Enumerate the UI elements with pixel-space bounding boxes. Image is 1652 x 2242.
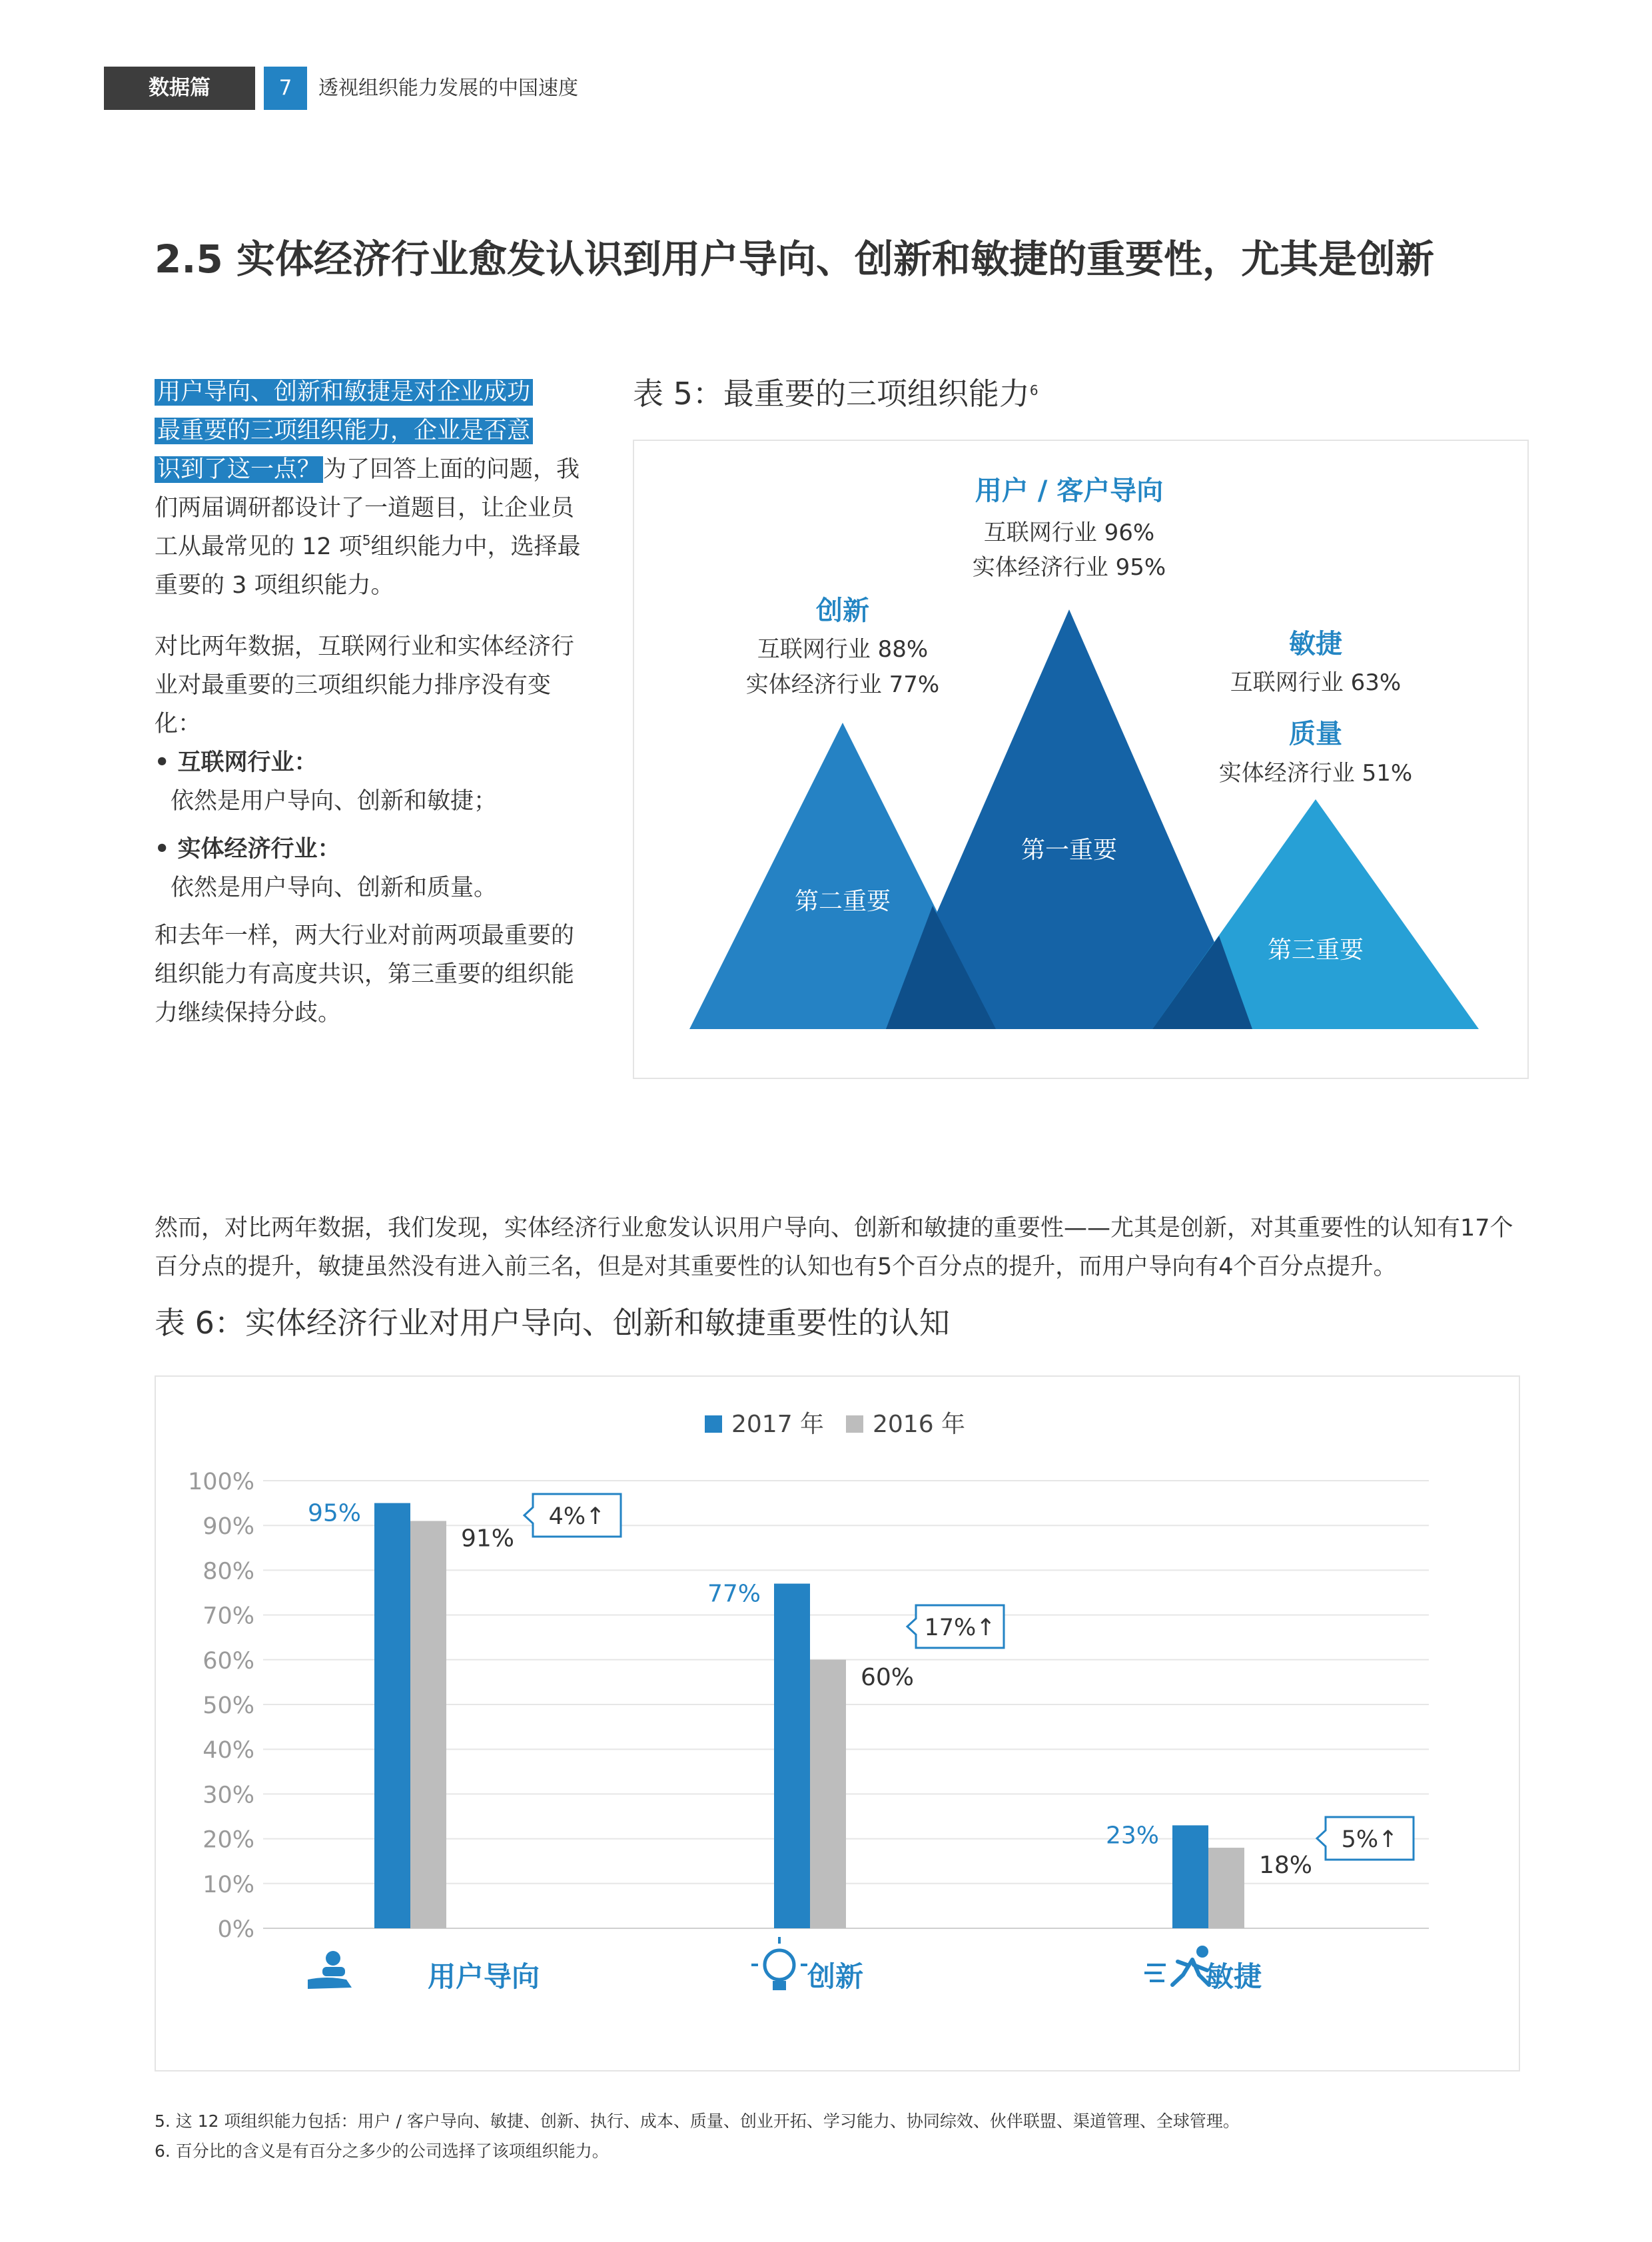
y-tick-label: 90%	[203, 1513, 254, 1541]
intro-paragraph-2: 对比两年数据，互联网行业和实体经济行业对最重要的三项组织能力排序没有变化：	[155, 633, 575, 737]
y-tick-label: 30%	[203, 1782, 254, 1809]
third-internet: 互联网行业 63%	[1230, 669, 1402, 696]
y-tick-label: 100%	[187, 1469, 254, 1495]
bullet-real-economy-text: 依然是用户导向、创新和质量。	[171, 875, 498, 901]
value-label-2016: 60%	[861, 1663, 915, 1691]
bar-2017	[1172, 1825, 1208, 1928]
user-service-icon-hand	[308, 1978, 352, 1989]
value-label-2017: 95%	[307, 1499, 361, 1527]
y-tick-label: 60%	[203, 1647, 254, 1675]
section-label: 数据篇	[104, 67, 255, 110]
legend-swatch	[846, 1415, 863, 1433]
legend-label: 2016 年	[873, 1411, 966, 1438]
change-label: 17%↑	[924, 1615, 996, 1641]
running-person-icon-body	[1172, 1960, 1209, 1985]
bullet-real-economy-title: • 实体经济行业：	[155, 836, 341, 863]
category-label: 敏捷	[1206, 1960, 1262, 1993]
second-category: 创新	[816, 595, 869, 626]
bullet-internet-text: 依然是用户导向、创新和敏捷；	[171, 788, 498, 815]
legend-label: 2017 年	[731, 1411, 825, 1438]
y-tick-label: 70%	[203, 1603, 254, 1630]
y-tick-label: 80%	[203, 1558, 254, 1585]
value-label-2016: 91%	[461, 1525, 515, 1553]
table5-title: 表 5：最重要的三项组织能力$^6$	[633, 376, 1038, 412]
rank-first: 第一重要	[1021, 837, 1117, 864]
y-tick-label: 40%	[203, 1737, 254, 1764]
first-category: 用户 / 客户导向	[975, 476, 1164, 506]
legend-swatch	[705, 1415, 722, 1433]
third-real-economy: 实体经济行业 51%	[1218, 760, 1413, 787]
footnote-5: 5. 这 12 项组织能力包括：用户 / 客户导向、敏捷、创新、执行、成本、质量、创业开拓、学习能力、协同综效、伙伴联盟、渠道管理、全球管理。	[155, 2111, 1240, 2131]
category-label: 创新	[807, 1960, 864, 1993]
user-service-icon	[326, 1951, 340, 1966]
value-label-2016: 18%	[1259, 1852, 1313, 1880]
bar-2017	[774, 1584, 810, 1928]
footnote-ref-5: 5	[362, 532, 371, 548]
first-real-economy: 实体经济行业 95%	[972, 554, 1166, 581]
bar-2017	[374, 1503, 410, 1928]
intro-p1-end: 组织能力中，选择最重要的 3 项组织能力。	[155, 534, 581, 599]
category-label: 用户导向	[428, 1960, 540, 1993]
header-subtitle: 透视组织能力发展的中国速度	[318, 77, 578, 100]
bar-2016	[1208, 1848, 1244, 1928]
footnote-ref-6: 6	[1029, 382, 1038, 398]
footnote-6: 6. 百分比的含义是有百分之多少的公司选择了该项组织能力。	[155, 2141, 609, 2161]
lightbulb-icon	[765, 1950, 794, 1980]
lightbulb-icon-base	[773, 1981, 786, 1990]
rank-second: 第二重要	[794, 888, 891, 915]
bar-2016	[810, 1660, 846, 1928]
rank-third: 第三重要	[1267, 936, 1364, 964]
first-internet: 互联网行业 96%	[983, 520, 1155, 546]
section-title: 2.5 实体经济行业愈发认识到用户导向、创新和敏捷的重要性，尤其是创新	[155, 236, 1434, 282]
intro-p1-text: 为了回答上面的问题，我们两届调研都设计了一道题目，让企业员工从最常见的 12 项	[155, 456, 580, 560]
value-label-2017: 23%	[1105, 1822, 1159, 1850]
table6-title: 表 6：实体经济行业对用户导向、创新和敏捷重要性的认知	[155, 1305, 950, 1341]
intro-paragraph-3: 和去年一样，两大行业对前两项最重要的组织能力有高度共识，第三重要的组织能力继续保持分歧。	[155, 923, 575, 1026]
value-label-2017: 77%	[707, 1580, 761, 1608]
page-number: 7	[264, 67, 307, 110]
y-tick-label: 10%	[203, 1871, 254, 1898]
body-paragraph: 然而，对比两年数据，我们发现，实体经济行业愈发认识用户导向、创新和敏捷的重要性——尤其是创新，对其重要性的认知有17个百分点的提升，敏捷虽然没有进入前三名，但是对其重要性的认知也有5个百分点的提升，而用户导向有4个百分点提升。	[155, 1215, 1513, 1280]
second-real-economy: 实体经济行业 77%	[745, 671, 940, 698]
second-internet: 互联网行业 88%	[757, 636, 929, 663]
user-service-icon-body	[322, 1967, 345, 1976]
y-tick-label: 50%	[203, 1692, 254, 1719]
third-category-real-economy: 质量	[1289, 719, 1342, 749]
y-tick-label: 20%	[203, 1826, 254, 1854]
third-category-internet: 敏捷	[1289, 629, 1342, 659]
change-label: 4%↑	[548, 1503, 606, 1530]
bar-2016	[410, 1521, 446, 1928]
highlight-line-2: 最重要的三项组织能力，企业是否意	[155, 418, 533, 444]
bullet-internet-title: • 互联网行业：	[155, 749, 318, 776]
highlight-line-3: 识到了这一点？	[155, 456, 323, 483]
y-tick-label: 0%	[217, 1916, 254, 1943]
running-person-icon	[1196, 1946, 1208, 1958]
change-label: 5%↑	[1341, 1826, 1398, 1853]
highlight-line-1: 用户导向、创新和敏捷是对企业成功	[155, 379, 533, 406]
